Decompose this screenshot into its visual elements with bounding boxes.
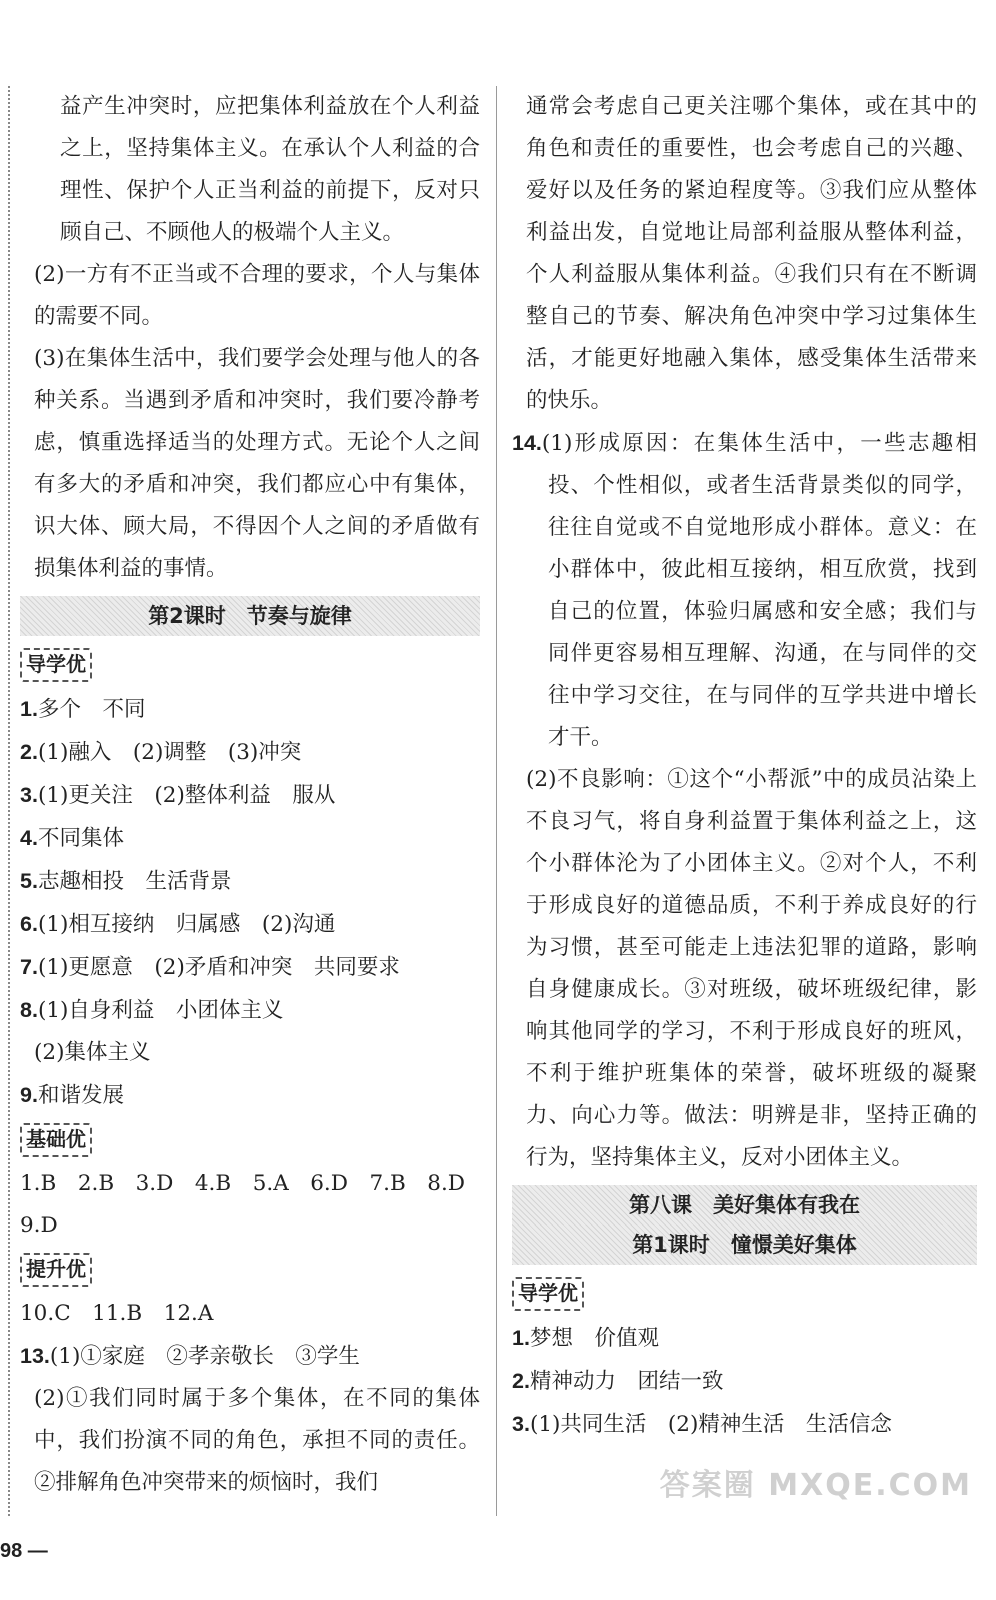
- choice-answers: 10.C 11.B 12.A: [20, 1301, 214, 1326]
- answer-item: 6.(1)相互接纳 归属感 (2)沟通: [20, 912, 336, 937]
- section-label: 导学优: [20, 648, 92, 682]
- section-label: 基础优: [20, 1123, 92, 1157]
- answer-item: 4.不同集体: [20, 826, 124, 851]
- paragraph: 益产生冲突时，应把集体利益放在个人利益之上，坚持集体主义。在承认个人利益的合理性、保护个人正当利益的前提下，反对只顾自己、不顾他人的极端个人主义。: [60, 94, 480, 245]
- paragraph: (2)一方有不正当或不合理的要求，个人与集体的需要不同。: [34, 262, 480, 329]
- answer-item: 2.精神动力 团结一致: [512, 1369, 724, 1394]
- answer-item: 3.(1)共同生活 (2)精神生活 生活信念: [512, 1412, 892, 1437]
- section-title: 第2课时 节奏与旋律: [20, 596, 480, 636]
- answer-item-continued: (2)集体主义: [34, 1040, 151, 1065]
- paragraph: 通常会考虑自己更关注哪个集体，或在其中的角色和责任的重要性，也会考虑自己的兴趣、爱好以及任务的紧迫程度等。③我们应从整体利益出发，自觉地让局部利益服从整体利益，个人利益服从集体利益。④我们只有在不断调整自己的节奏、解决角色冲突中学习过集体生活，才能更好地融入集体，感受集体生活带来的快乐。: [526, 94, 977, 413]
- section-label: 导学优: [512, 1277, 584, 1311]
- answer-item: 1.梦想 价值观: [512, 1326, 659, 1351]
- answer-item: 2.(1)融入 (2)调整 (3)冲突: [20, 740, 302, 765]
- answer-item: 3.(1)更关注 (2)整体利益 服从: [20, 783, 336, 808]
- answer-item: 7.(1)更愿意 (2)矛盾和冲突 共同要求: [20, 955, 400, 980]
- answer-item: 1.多个 不同: [20, 697, 146, 722]
- left-column: [20, 86, 480, 1504]
- column-divider: [496, 86, 497, 1516]
- paragraph: (3)在集体生活中，我们要学会处理与他人的各种关系。当遇到矛盾和冲突时，我们要冷静考虑，慎重选择适当的处理方式。无论个人之间有多大的矛盾和冲突，我们都应心中有集体，识大体、顾大局，不得因个人之间的矛盾做有损集体利益的事情。: [34, 346, 480, 581]
- page-number: 98 —: [0, 1540, 48, 1562]
- section-label: 提升优: [20, 1253, 92, 1287]
- watermark: 答案圈 MXQE.COM: [659, 1468, 972, 1503]
- lesson-title: 第八课 美好集体有我在: [512, 1185, 977, 1225]
- answer-list: [20, 688, 480, 1117]
- answer-item: 5.志趣相投 生活背景: [20, 869, 232, 894]
- left-margin-rule: [8, 86, 10, 1516]
- section-title: 第1课时 憧憬美好集体: [512, 1225, 977, 1265]
- answer-item: 8.(1)自身利益 小团体主义: [20, 998, 284, 1023]
- question-14: 14.(1)形成原因：在集体生活中，一些志趣相投、个性相似，或者生活背景类似的同学，往往自觉或不自觉地形成小群体。意义：在小群体中，彼此相互接纳，相互欣赏，找到自己的位置，体验归属感和安全感；我们与同伴更容易相互理解、沟通，在与同伴的交往中学习交往，在与同伴的互学共进中增长才干。: [512, 431, 977, 750]
- choice-answers: 9.D: [20, 1213, 58, 1238]
- answer-item: 9.和谐发展: [20, 1083, 124, 1108]
- choice-answers: 1.B 2.B 3.D 4.B 5.A 6.D 7.B 8.D: [20, 1171, 466, 1196]
- paragraph: (2)①我们同时属于多个集体，在不同的集体中，我们扮演不同的角色，承担不同的责任。②排解角色冲突带来的烦恼时，我们: [34, 1386, 480, 1495]
- right-column: [512, 86, 977, 1446]
- paragraph: (2)不良影响：①这个“小帮派”中的成员沾染上不良习气，将自身利益置于集体利益之上，这个小群体沦为了小团体主义。②对个人，不利于形成良好的道德品质，不利于养成良好的行为习惯，甚至可能走上违法犯罪的道路，影响自身健康成长。③对班级，破坏班级纪律，影响其他同学的学习，不利于形成良好的班风，不利于维护班集体的荣誉，破坏班级的凝聚力、向心力等。做法：明辨是非，坚持正确的行为，坚持集体主义，反对小团体主义。: [526, 767, 977, 1170]
- answer-item: 13.(1)①家庭 ②孝亲敬长 ③学生: [20, 1344, 360, 1369]
